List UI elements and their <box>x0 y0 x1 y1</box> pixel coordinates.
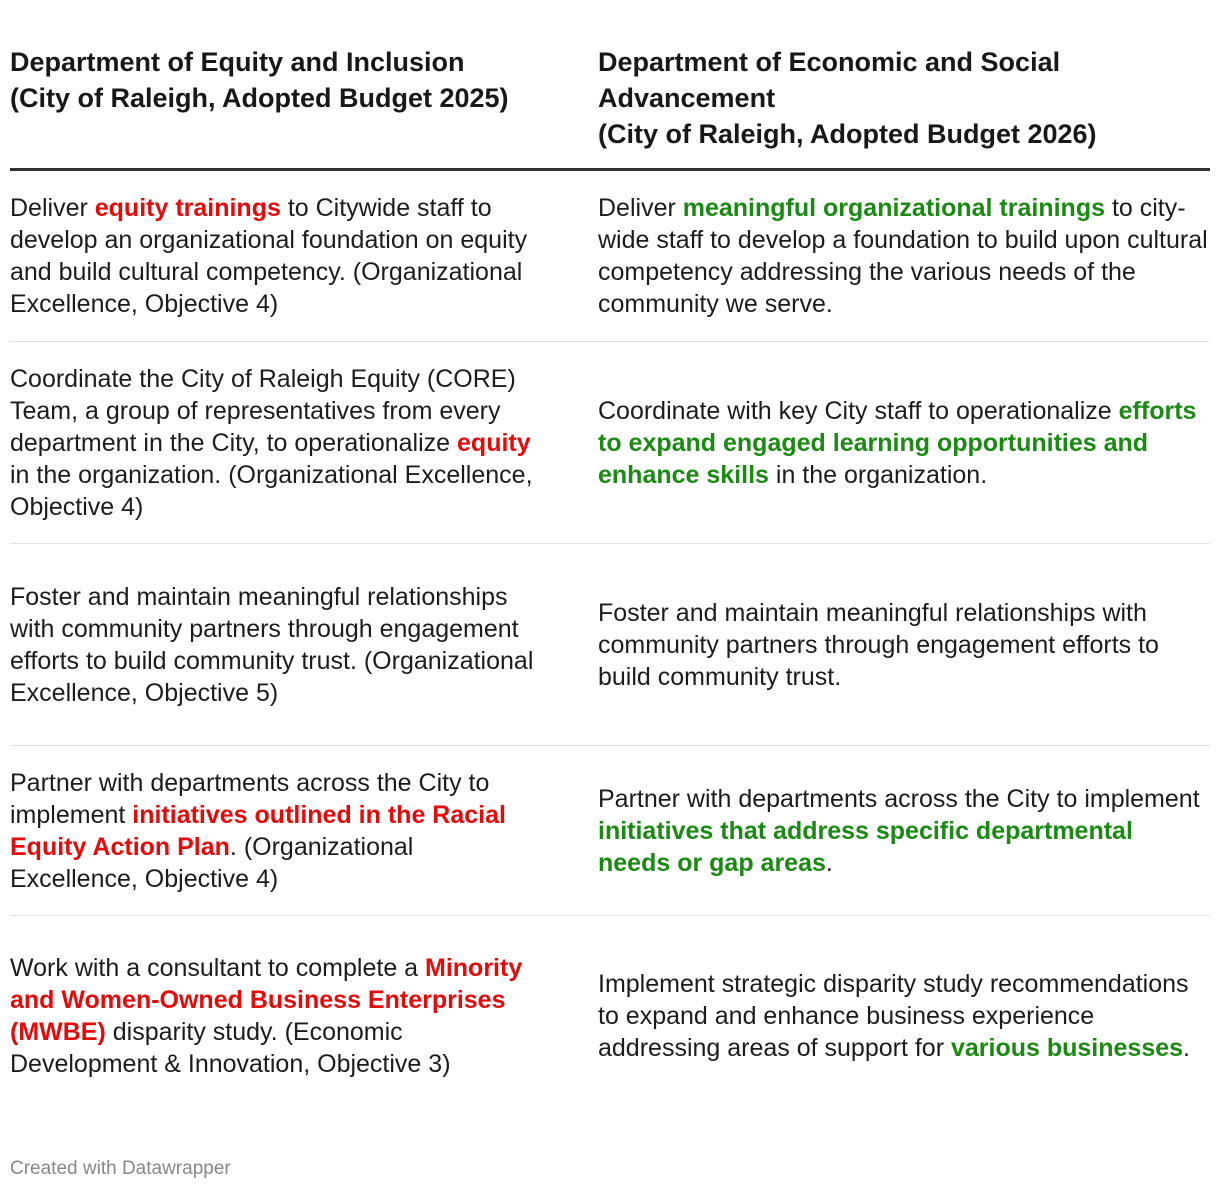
table-row <box>10 544 1210 746</box>
removed-term: Minority and Women-Owned Business Enterprises (MWBE) <box>10 954 523 1046</box>
added-term: meaningful organizational trainings <box>682 194 1106 222</box>
datawrapper-credit: Created with Datawrapper <box>10 1158 231 1179</box>
table-row <box>10 916 1210 1116</box>
table-body <box>10 171 1210 1116</box>
row-3-right: Foster and maintain meaningful relationships with community partners through engagement efforts to build community trust. <box>598 598 1159 691</box>
row-2-right: Coordinate with key City staff to operationalize efforts to expand engaged learning opportunities and enhance skills in the organization. <box>598 396 1197 489</box>
header-left-subtitle: (City of Raleigh, Adopted Budget 2025) <box>10 83 509 113</box>
removed-term: equity <box>457 428 531 457</box>
row-5-right: Implement strategic disparity study recommendations to expand and enhance business experience addressing areas of support for various businesses. <box>598 970 1190 1062</box>
table-row <box>10 171 1210 342</box>
row-5-left: Work with a consultant to complete a Minority and Women-Owned Business Enterprises (MWBE) disparity study. (Economic Development & Innovation, Objective 3) <box>10 954 523 1078</box>
row-3-left: Foster and maintain meaningful relationships with community partners through engagement efforts to build community trust. (Organizational Excellence, Objective 5) <box>10 582 534 707</box>
added-term: efforts to expand engaged learning opportunities and enhance skills <box>598 396 1197 489</box>
row-2-left: Coordinate the City of Raleigh Equity (CORE) Team, a group of representatives from every department in the City, to operationalize equity in the organization. (Organizational Excellence, Objective 4) <box>10 364 533 521</box>
table-row <box>10 342 1210 544</box>
row-1-right: Deliver meaningful organizational trainings to city-wide staff to develop a foundation to build upon cultural competency addressing the various needs of the community we serve. <box>598 194 1208 318</box>
table-row <box>10 746 1210 916</box>
row-4-left: Partner with departments across the City to implement initiatives outlined in the Racial Equity Action Plan. (Organizational Excellence, Objective 4) <box>10 768 506 893</box>
header-left <box>10 44 570 152</box>
header-left-title: Department of Equity and Inclusion <box>10 47 465 77</box>
added-term: initiatives that address specific departmental needs or gap areas <box>598 816 1133 877</box>
table-header <box>10 0 1210 171</box>
header-right-subtitle: (City of Raleigh, Adopted Budget 2026) <box>598 119 1097 149</box>
row-1-left: Deliver equity trainings to Citywide staff to develop an organizational foundation on equity and build cultural competency. (Organizational Excellence, Objective 4) <box>10 194 528 318</box>
removed-term: equity trainings <box>94 194 281 222</box>
header-right-title: Department of Economic and Social Advancement <box>598 47 1061 113</box>
comparison-table <box>10 0 1210 1116</box>
removed-term: initiatives outlined in the Racial Equity Action Plan <box>10 800 506 861</box>
row-4-right: Partner with departments across the City to implement initiatives that address specific departmental needs or gap areas. <box>598 784 1200 877</box>
header-right <box>598 44 1210 152</box>
added-term: various businesses <box>950 1034 1184 1062</box>
